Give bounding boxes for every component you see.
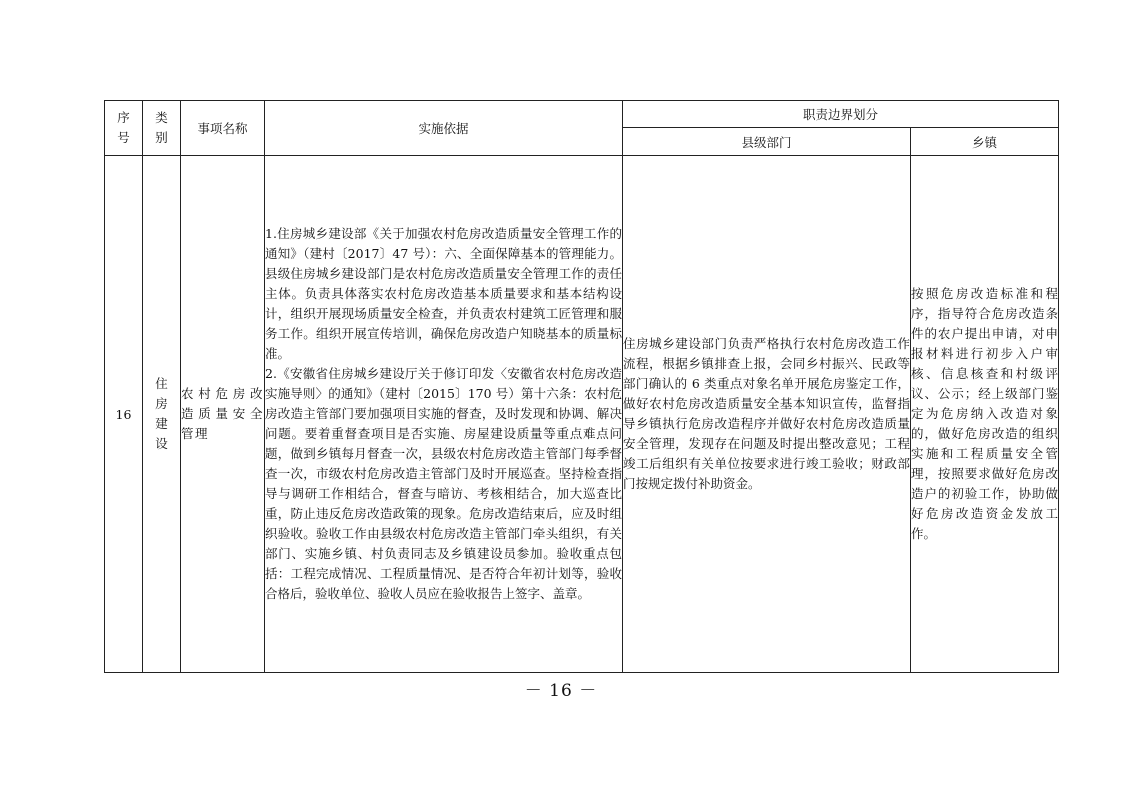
header-category: 类 别 — [143, 101, 181, 156]
responsibility-table — [104, 100, 1059, 673]
row-basis — [265, 156, 623, 673]
row-item-name: 农村危房改造质量安全管理 — [181, 156, 265, 673]
row-category: 住 房 建 设 — [143, 156, 181, 673]
table-row — [105, 156, 1059, 673]
row-seq: 16 — [105, 156, 143, 673]
header-basis: 实施依据 — [265, 101, 623, 156]
header-division: 职责边界划分 — [623, 101, 1059, 128]
basis-paragraph-2: 2.《安徽省住房城乡建设厅关于修订印发〈安徽省农村危房改造实施导则〉的通知》（建村〔2015〕170 号）第十六条：农村危房改造主管部门要加强项目实施的督查，及时发现和协调、解决问题。要着重督查项目是否实施、房屋建设质量等重点难点问题，做到乡镇每月督查一次，县级农村危房改造主管部门每季督查一次，市级农村危房改造主管部门及时开展巡查。坚持检查指导与调研工作相结合，督查与暗访、考核相结合，加大巡查比重，防止违反危房改造政策的现象。危房改造结束后，应及时组织验收。验收工作由县级农村危房改造主管部门牵头组织，有关部门、实施乡镇、村负责同志及乡镇建设员参加。验收重点包括：工程完成情况、工程质量情况、是否符合年初计划等，验收合格后，验收单位、验收人员应在验收报告上签字、盖章。 — [265, 366, 622, 601]
basis-paragraph-1: 1.住房城乡建设部《关于加强农村危房改造质量安全管理工作的通知》（建村〔2017〕47 号）：六、全面保障基本的管理能力。县级住房城乡建设部门是农村危房改造质量安全管理工作的责任主体。负责具体落实农村危房改造基本质量要求和基本结构设计，组织开展现场质量安全检查，并负责农村建筑工匠管理和服务工作。组织开展宣传培训，确保危房改造户知晓基本的质量标准。 — [265, 226, 622, 361]
header-town: 乡镇 — [911, 128, 1059, 156]
header-county: 县级部门 — [623, 128, 911, 156]
row-town-duties: 按照危房改造标准和程序，指导符合危房改造条件的农户提出申请，对申报材料进行初步入户审核、信息核查和村级评议、公示；经上级部门鉴定为危房纳入改造对象的，做好危房改造的组织实施和工程质量安全管理，按照要求做好危房改造户的初验工作，协助做好危房改造资金发放工作。 — [911, 156, 1059, 673]
page-number: － 16 － — [524, 681, 598, 701]
row-county-duties: 住房城乡建设部门负责严格执行农村危房改造工作流程，根据乡镇排查上报，会同乡村振兴、民政等部门确认的 6 类重点对象名单开展危房鉴定工作，做好农村危房改造质量安全基本知识宣传，监督指导乡镇执行危房改造程序并做好农村危房改造质量安全管理，发现存在问题及时提出整改意见；工程竣工后组织有关单位按要求进行竣工验收；财政部门按规定拨付补助资金。 — [623, 156, 911, 673]
header-seq: 序 号 — [105, 101, 143, 156]
header-item-name: 事项名称 — [181, 101, 265, 156]
